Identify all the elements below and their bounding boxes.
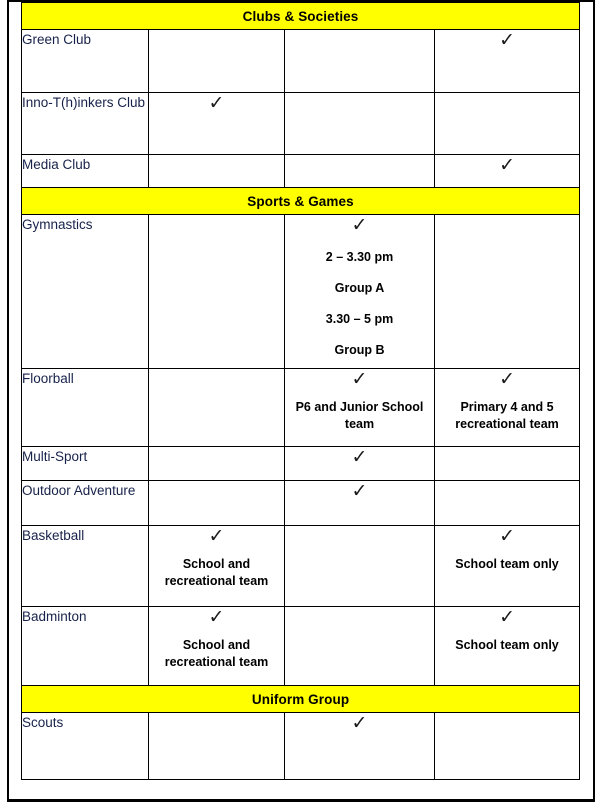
activity-mark-cell xyxy=(435,93,580,155)
activity-table xyxy=(21,2,580,780)
activity-mark-cell xyxy=(435,30,580,93)
document-frame-left xyxy=(7,0,9,801)
activity-mark-cell xyxy=(435,215,580,369)
section-header-label: Sports & Games xyxy=(22,188,580,215)
activity-mark-cell xyxy=(285,713,435,780)
check-icon: ✓ xyxy=(351,446,368,468)
check-icon: ✓ xyxy=(208,606,225,628)
activity-mark-cell xyxy=(149,481,285,526)
activity-mark-cell xyxy=(149,713,285,780)
activity-mark-cell xyxy=(285,369,435,447)
activity-mark-cell xyxy=(285,155,435,188)
activity-mark-cell xyxy=(149,30,285,93)
cell-note: Group A xyxy=(334,280,385,295)
cell-note: School and recreational team xyxy=(164,638,269,669)
activity-name-cell: Inno-T(h)inkers Club xyxy=(22,93,149,155)
activity-mark-cell xyxy=(149,155,285,188)
activity-name-cell: Multi-Sport xyxy=(22,447,149,481)
check-icon: ✓ xyxy=(499,154,515,176)
cell-note: School team only xyxy=(455,557,559,571)
activity-mark-cell xyxy=(285,607,435,686)
activity-mark-cell xyxy=(285,215,435,369)
activity-mark-cell xyxy=(285,481,435,526)
activity-mark-cell xyxy=(149,369,285,447)
activity-name-cell: Floorball xyxy=(22,369,149,447)
check-icon: ✓ xyxy=(208,525,225,547)
cell-note: P6 and Junior School team xyxy=(295,400,424,431)
check-icon: ✓ xyxy=(351,368,368,390)
table-row xyxy=(22,607,580,686)
cell-note: School team only xyxy=(455,638,559,652)
cell-note: Primary 4 and 5 recreational team xyxy=(455,400,559,431)
activity-mark-cell xyxy=(435,713,580,780)
activity-name-cell: Gymnastics xyxy=(22,215,149,369)
activity-mark-cell xyxy=(285,526,435,607)
activity-name-cell: Basketball xyxy=(22,526,149,607)
check-icon: ✓ xyxy=(351,480,368,502)
cell-note: School and recreational team xyxy=(164,557,269,588)
section-header-row xyxy=(22,686,580,713)
document-frame-right xyxy=(593,0,595,801)
activity-name-cell: Outdoor Adventure xyxy=(22,481,149,526)
table-row xyxy=(22,215,580,369)
activity-mark-cell xyxy=(435,607,580,686)
table-row xyxy=(22,155,580,188)
activity-mark-cell xyxy=(149,607,285,686)
activity-name-cell: Media Club xyxy=(22,155,149,188)
activity-mark-cell xyxy=(435,526,580,607)
activity-mark-cell xyxy=(435,155,580,188)
table-row xyxy=(22,369,580,447)
table-row xyxy=(22,30,580,93)
activity-mark-cell xyxy=(285,93,435,155)
check-icon: ✓ xyxy=(208,92,225,114)
section-header-row xyxy=(22,188,580,215)
activity-name-cell: Green Club xyxy=(22,30,149,93)
activity-mark-cell xyxy=(149,215,285,369)
check-icon: ✓ xyxy=(351,214,368,236)
section-header-label: Uniform Group xyxy=(22,686,580,713)
activity-mark-cell xyxy=(435,481,580,526)
activity-mark-cell xyxy=(435,447,580,481)
check-icon: ✓ xyxy=(499,29,515,51)
cell-note: Group B xyxy=(334,342,385,357)
activity-mark-cell xyxy=(285,447,435,481)
table-row xyxy=(22,447,580,481)
cell-note: 3.30 – 5 pm xyxy=(325,311,394,326)
check-icon: ✓ xyxy=(351,712,368,734)
activity-name-cell: Badminton xyxy=(22,607,149,686)
activity-mark-cell xyxy=(285,30,435,93)
cell-note: 2 – 3.30 pm xyxy=(325,250,394,264)
table-row xyxy=(22,526,580,607)
activity-mark-cell xyxy=(149,447,285,481)
document-frame-bottom xyxy=(7,799,595,802)
table-row xyxy=(22,93,580,155)
section-header-row xyxy=(22,3,580,30)
table-row xyxy=(22,713,580,780)
check-icon: ✓ xyxy=(499,606,515,628)
activity-mark-cell xyxy=(435,369,580,447)
activity-mark-cell xyxy=(149,526,285,607)
table-row xyxy=(22,481,580,526)
section-header-label: Clubs & Societies xyxy=(22,3,580,30)
activity-name-cell: Scouts xyxy=(22,713,149,780)
check-icon: ✓ xyxy=(499,525,515,547)
check-icon: ✓ xyxy=(499,368,515,390)
activity-mark-cell xyxy=(149,93,285,155)
